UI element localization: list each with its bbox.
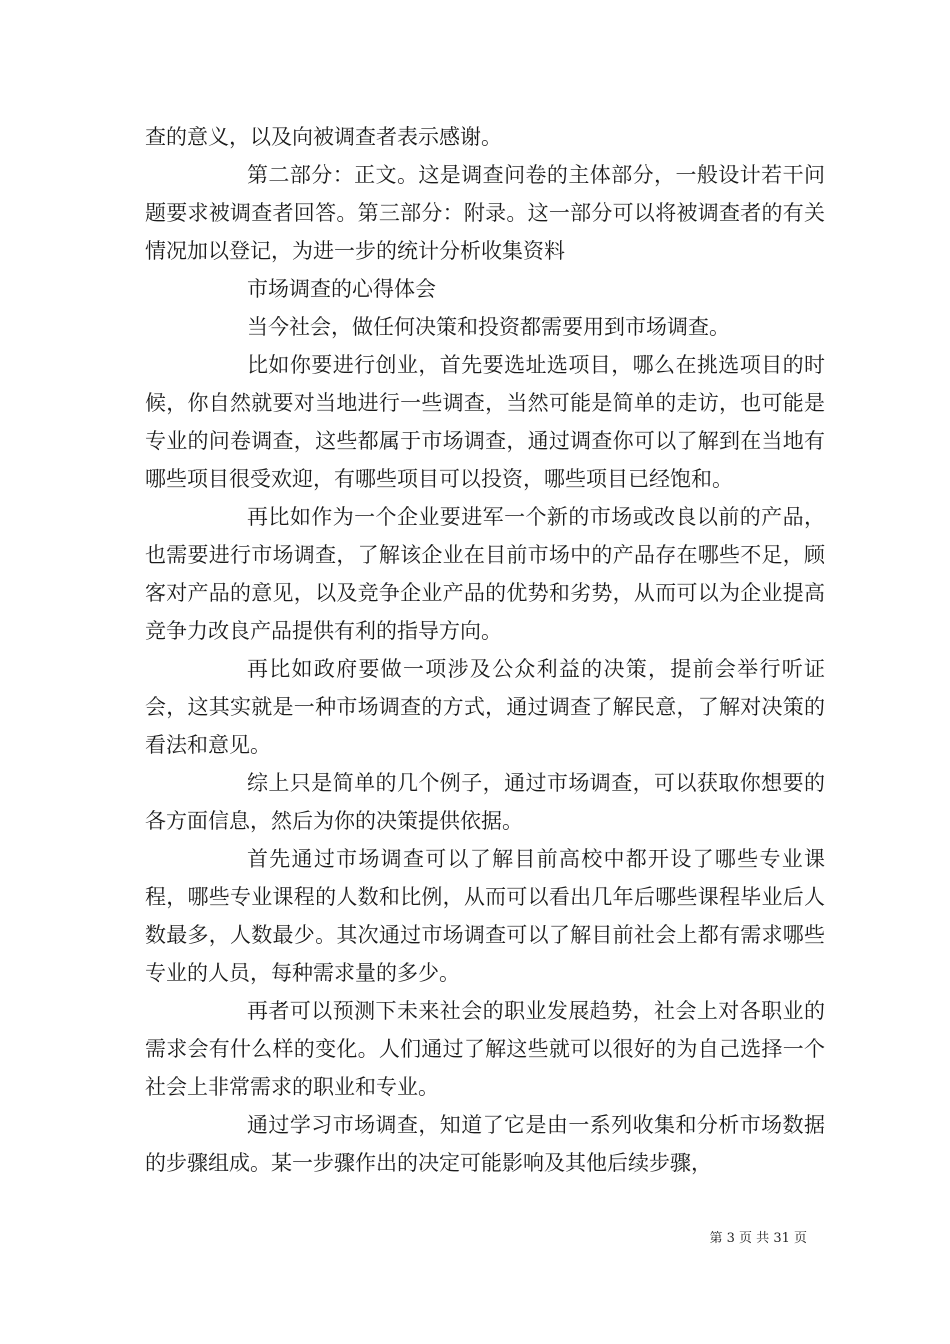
- paragraph: 通过学习市场调查，知道了它是由一系列收集和分析市场数据的步骤组成。某一步骤作出的决定可能影响及其他后续步骤，: [145, 1113, 825, 1175]
- section-heading: 市场调查的心得体会: [247, 277, 436, 301]
- paragraph: 首先通过市场调查可以了解目前高校中都开设了哪些专业课程，哪些专业课程的人数和比例，从而可以看出几年后哪些课程毕业后人数最多，人数最少。其次通过市场调查可以了解目前社会上都有需求哪些专业的人员，每种需求量的多少。: [145, 847, 825, 985]
- paragraph: 再者可以预测下未来社会的职业发展趋势，社会上对各职业的需求会有什么样的变化。人们通过了解这些就可以很好的为自己选择一个社会上非常需求的职业和专业。: [145, 999, 825, 1099]
- paragraph: 再比如政府要做一项涉及公众利益的决策，提前会举行听证会，这其实就是一种市场调查的方式，通过调查了解民意，了解对决策的看法和意见。: [145, 657, 825, 757]
- page-number: 第 3 页 共 31 页: [709, 1231, 807, 1246]
- document-body: [145, 118, 825, 1182]
- paragraph: 当今社会，做任何决策和投资都需要用到市场调查。: [247, 315, 730, 339]
- paragraph: 综上只是简单的几个例子，通过市场调查，可以获取你想要的各方面信息，然后为你的决策提供依据。: [145, 771, 825, 833]
- paragraph: 比如你要进行创业，首先要选址选项目，哪么在挑选项目的时候，你自然就要对当地进行一些调查，当然可能是简单的走访，也可能是专业的问卷调查，这些都属于市场调查，通过调查你可以了解到在当地有哪些项目很受欢迎，有哪些项目可以投资，哪些项目已经饱和。: [145, 353, 825, 491]
- paragraph: 查的意义，以及向被调查者表示感谢。: [145, 125, 502, 149]
- paragraph: 再比如作为一个企业要进军一个新的市场或改良以前的产品，也需要进行市场调查，了解该企业在目前市场中的产品存在哪些不足，顾客对产品的意见，以及竞争企业产品的优势和劣势，从而可以为企业提高竞争力改良产品提供有利的指导方向。: [145, 505, 825, 643]
- paragraph: 第二部分：正文。这是调查问卷的主体部分，一般设计若干问题要求被调查者回答。第三部分：附录。这一部分可以将被调查者的有关情况加以登记，为进一步的统计分析收集资料: [145, 163, 825, 263]
